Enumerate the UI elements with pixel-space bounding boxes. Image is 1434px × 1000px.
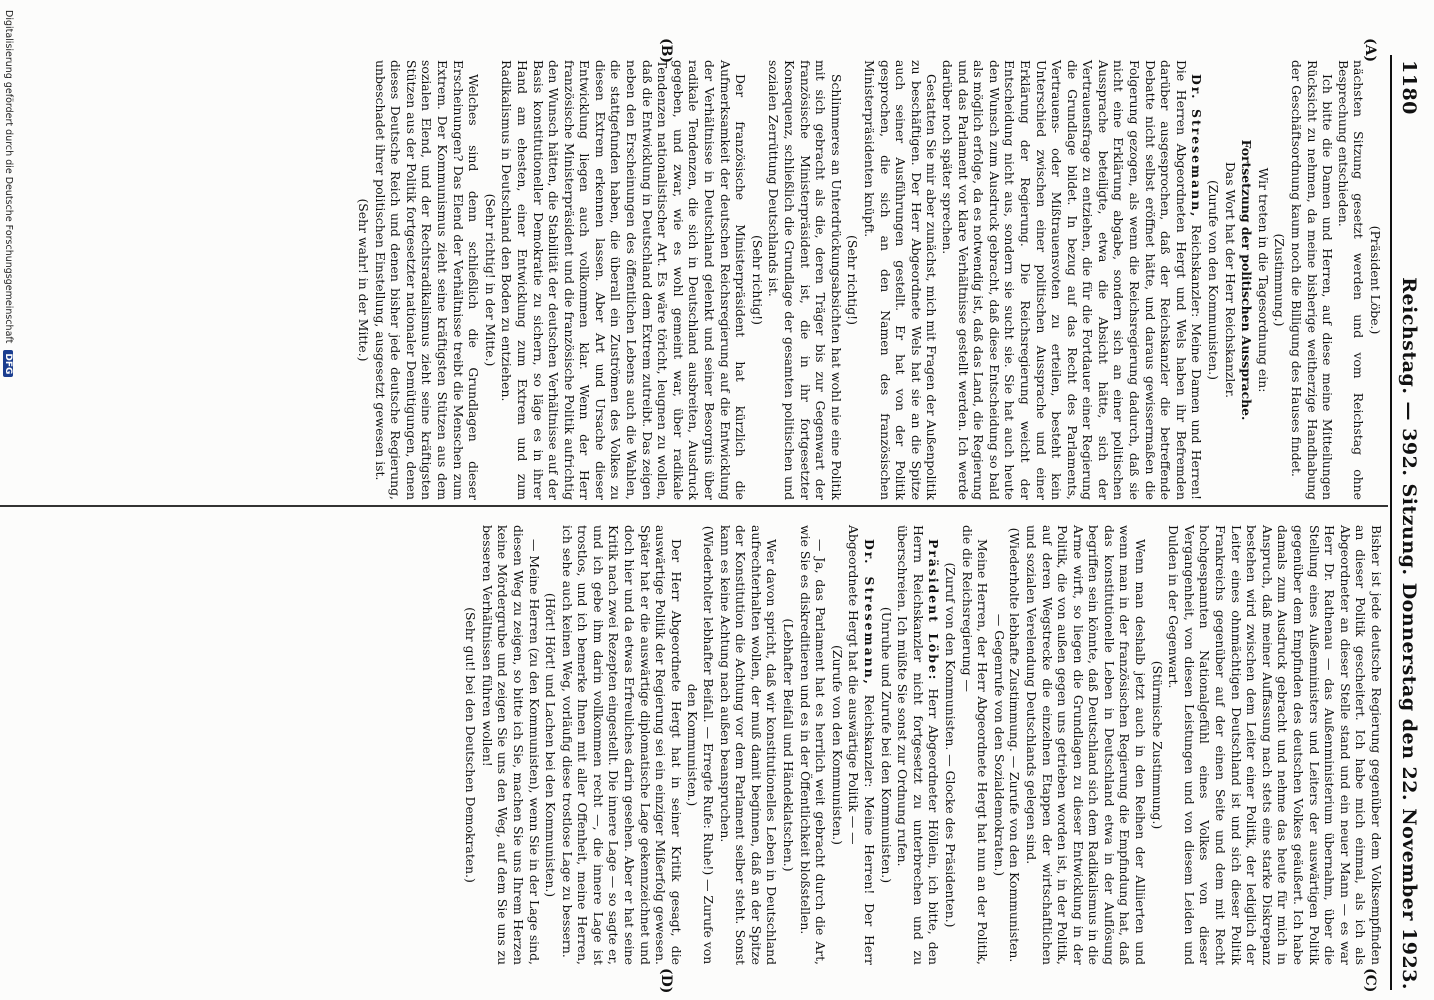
page-header (1394, 60, 1424, 990)
speaker-name: Präsident Löbe: (926, 539, 942, 682)
interjection: (Zurufe von den Kommunisten.) (829, 645, 845, 845)
paragraph: nächsten Sitzung gesetzt werden und vom Reichstag ohne Besprechung entschieden. (1335, 60, 1367, 500)
paragraph: Schlimmeres an Unterdrückungsabsichten hat wohl nie eine Politik mit sich gebracht als die, deren Träger bis zur Gegenwart der französische Ministerpräsident ist, die in ihr fortgesetzter Konsequenz, schließlich die Grundlage der gesamten politischen und sozialen Zerrüttung Deutschlands ist. (766, 60, 844, 500)
interjection: (Zurufe von den Kommunisten.) (1206, 180, 1222, 380)
credit-text: Digitalisierung gefördert durch die Deutsche Forschungsgemeinschaft (3, 10, 14, 344)
speech-text: Reichskanzler: Meine Herren! Der Herr Abgeordnete Hergt hat die auswärtige Politik — — (846, 525, 877, 965)
margin-letter-b: (B) (658, 38, 674, 64)
speech-paragraph (895, 525, 942, 965)
paragraph: Das Wort hat der Herr Reichskanzler. (1222, 161, 1238, 399)
speech-paragraph (846, 525, 877, 965)
margin-letter-c: (C) (1362, 968, 1378, 993)
interjection: (Sehr richtig!) (845, 235, 861, 325)
paragraph: — Ja, das Parlament hat es herrlich weit gebracht durch die Art, wie Sie es diskreditieren und es in der Öffentlichkeit bloßstellen. (797, 525, 829, 965)
interjection: (Lebhafter Beifall und Händeklatschen.) (781, 618, 797, 872)
interjection: (Sehr richtig! in der Mitte.) (482, 193, 498, 367)
paragraph: Der französische Ministerpräsident hat kürzlich die Aufmerksamkeit der deutschen Reichsregierung auf die Entwicklung der Verhältnisse in Deutschland gelenkt und seiner Besorgnis über radikale Tendenzen, die sich in Deutschland ausbreiten, Ausdruck gegeben, und zwar, wie es wohl gemeint war, über radikale Tendenzen nationalistischer Art. Es wäre töricht, leugnen zu wollen, daß die Entwicklung in Deutschland dem Extrem zutreibt. Das zeigen neben den Erscheinungen des öffentlichen Lebens auch die Wahlen, die stattgefunden haben, die überall ein Zuströmen des Volkes zu diesen Extrem erkennen lassen. Aber Art und Ursache dieser Entwicklung liegen auch vollkommen klar. Wenn der Herr französische Ministerpräsident und die französische Politik aufrichtig den Wunsch hätten, die Stabilität der deutschen Verhältnisse auf der Basis konstitutioneller Demokratie zu sichern, so läge es in ihrer Hand am ehesten, einer Entwicklung zum Extrem und zum Radikalismus in Deutschland den Boden zu entziehen. (499, 60, 749, 500)
page-number: 1180 (1398, 60, 1420, 115)
margin-letter-d: (D) (658, 968, 674, 994)
right-column (462, 525, 1384, 965)
interjection: (Stürmische Zustimmung.) (1149, 660, 1165, 830)
interjection: (Sehr richtig!) (749, 235, 765, 325)
interjection: (Wiederholte lebhafte Zustimmung. — Zurufe von den Kommunisten. — Gegenrufe von den Sozialdemokraten.) (991, 527, 1023, 963)
interjection: (Zuruf von den Kommunisten. — Glocke des Präsidenten.) (942, 562, 958, 928)
column-divider (0, 505, 1388, 507)
paragraph: Welches sind denn schließlich die Grundlagen dieser Erscheinungen? Das Elend der Verhältnisse treibt die Menschen zum Extrem. Der Kommunismus zieht seine kräftigsten Stützen aus dem sozialen Elend, und der Rechtsradikalismus zieht seine kräftigsten Stützen aus der Politik fortgesetzter nationaler Demütigungen, denen dieses Deutsche Reich und denen bisher jede deutsche Regierung, unbeschadet ihrer politischen Einstellung, ausgesetzt gewesen ist. (372, 60, 482, 500)
interjection: (Wiederholter lebhafter Beifall. — Erregte Rufe: Ruhe!) — Zurufe von den Kommunisten.) (685, 525, 717, 965)
left-column (354, 60, 1384, 500)
paragraph: Der Herr Abgeordnete Hergt hat in seiner Kritik gesagt, die auswärtige Politik der Regierung sei ein einziger Mißerfolg gewesen. Später hat er die auswärtige diplomatische Lage gekennzeichnet und doch hier und da etwas Erfreuliches darin gesehen. Aber er hat seine Kritik nach zwei Rezepten eingestellt. Die innere Lage — so sagte er, und ich gebe ihm darin vollkommen recht —, die innere Lage ist trostlos, und ich bemerke Ihnen mit aller Offenheit, meine Herren, ich sehe auch keinen Weg, vorläufig diese trostlose Lage zu bessern. (559, 525, 684, 965)
agenda-heading: Fortsetzung der politischen Aussprache. (1239, 139, 1255, 421)
paragraph: — Meine Herren (zu den Kommunisten), wenn Sie in der Lage sind, diesen Weg zu zeigen, so bitte ich Sie, machen Sie uns Ihrem Herzen keine Mördergrube und zeigen Sie uns den Weg, auf dem Sie uns zu besseren Verhältnissen führen wollen! (479, 525, 542, 965)
speaker-name: Dr. Stresemann, (862, 539, 877, 686)
paragraph: Gestatten Sie mir aber zunächst, mich mit Fragen der Außenpolitik zu beschäftigen. Der Herr Abgeordnete Wels hat sie an die Spitze auch seiner Ausführungen gestellt. Er hat von der Politik gesprochen, die sich an den Namen des französischen Ministerpräsidenten knüpft. (862, 60, 940, 500)
interjection: (Sehr wahr! in der Mitte.) (356, 198, 371, 362)
dfg-logo-icon: DFG (3, 350, 13, 377)
speaker-label: (Präsident Löbe.) (1368, 225, 1383, 335)
margin-letter-a: (A) (1362, 38, 1378, 63)
speech-text: Reichskanzler: Meine Damen und Herren! Die Herren Abgeordneten Hergt und Wels haben ihr Befremden darüber ausgesprochen, daß der Reichskanzler die betreffende Debatte nicht selbst eröffnet hätte, und daraus gewissermaßen die Folgerung gezogen, als wenn die Reichsregierung dadurch, daß sie nicht eine Erklärung abgabe, sondern sich an einer politischen Aussprache beteiligte, etwa die Absicht hätte, sich der Vertrauensfrage zu entziehen, die für die Fortdauer einer Regierung die Grundlage bildet. In bezug auf das Recht des Parlaments, Vertrauens- oder Mißtrauensvoten zu erteilen, besteht kein Unterschied zwischen einer politischen Aussprache und einer Erklärung der Regierung. Die Reichsregierung weicht der Entscheidung nicht aus, sondern sie sucht sie. Sie hat auch heute den Wunsch zum Ausdruck gebracht, daß diese Entscheidung so bald als möglich erfolge, da es notwendig ist, daß das Land, die Regierung und das Parlament vor klare Verhältnisse gestellt werden. Ich werde darüber noch später sprechen. (939, 60, 1205, 500)
interjection: (Unruhe und Zurufe bei den Kommunisten.) (878, 606, 894, 884)
digitization-credit (3, 10, 14, 377)
paragraph: Ich bitte die Damen und Herren, auf diese meine Mitteilungen Rücksicht zu nehmen, da meine bisherige weitherzige Handhabung der Geschäftsordnung kaum noch die Billigung des Hauses findet. (1289, 60, 1336, 500)
paragraph: Wir treten in die Tagesordnung ein: (1255, 167, 1271, 393)
speech-text: Herr Abgeordneter Höllein, ich bitte, den Herrn Reichskanzler nicht fortgesetzt zu unterbrechen und zu überschreien. Ich müßte Sie sonst zur Ordnung rufen. (895, 525, 942, 965)
interjection: (Zustimmung.) (1272, 233, 1288, 327)
paragraph: Wenn man deshalb jetzt auch in den Reihen der Alliierten und wenn man in der französischen Regierung die Empfindung hat, daß das konstitutionelle Leben in Deutschland etwa in der Auflösung begriffen sein könnte, daß Deutschland sich dem Radikalismus in die Arme wirft, so liegen die Grundlagen zu dieser Entwicklung in der Politik, die von außen gegen uns getrieben worden ist, in der Politik, auf deren Wegstrecke die einzelnen Etappen der wirtschaftlichen und sozialen Verelendung Deutschlands gelegen sind. (1023, 525, 1149, 965)
interjection: (Sehr gut! bei den Deutschen Demokraten.) (463, 607, 479, 883)
paragraph: Wer davon spricht, daß wir konstitutionelles Leben in Deutschland aufrechterhalten wollen, der muß damit beginnen, daß an der Spitze der Konstitution die Achtung vor dem Parlament selber steht. Sonst kann es keine Achtung nach außen beanspruchen. (717, 525, 780, 965)
paragraph: Bisher ist jede deutsche Regierung gegenüber dem Volksempfinden an dieser Politik gescheitert. Ich habe mich einmal, als ich als Abgeordneter an dieser Stelle stand und ein neuer Mann — es war Herr Dr. Rathenau — das Außenministerium übernahm, über die Stellung eines Außenministers und Leiters der auswärtigen Politik gegenüber dem Empfinden des deutschen Volkes geäußert. Ich habe damals zum Ausdruck gebracht und nehme das heute für mich in Anspruch, daß meiner Auffassung nach stets eine starke Diskrepanz bestehen wird zwischen dem Leiter einer Politik, der lediglich der Leiter eines ohnmächtigen Deutschland ist und sich dieser Politik Frankreichs gegenüber auf der einen Seite und dem mit Recht hochgespannten Nationalgefühl eines Volkes von dieser Vergangenheit, von diesen Leistungen und von diesem Leiden und Dulden in der Gegenwart. (1166, 525, 1384, 965)
paragraph: Meine Herren, der Herr Abgeordnete Hergt hat nun an der Politik, die die Reichsregierung — (959, 525, 991, 965)
speaker-name: Dr. Stresemann, (1189, 74, 1205, 219)
speech-paragraph (939, 60, 1204, 500)
interjection: (Hört! Hört! und Lachen bei den Kommunisten.) (543, 592, 559, 898)
header-rule (1390, 55, 1392, 990)
page-title: Reichstag. — 392. Sitzung. Donnerstag den 22. November 1923. (1398, 277, 1420, 990)
